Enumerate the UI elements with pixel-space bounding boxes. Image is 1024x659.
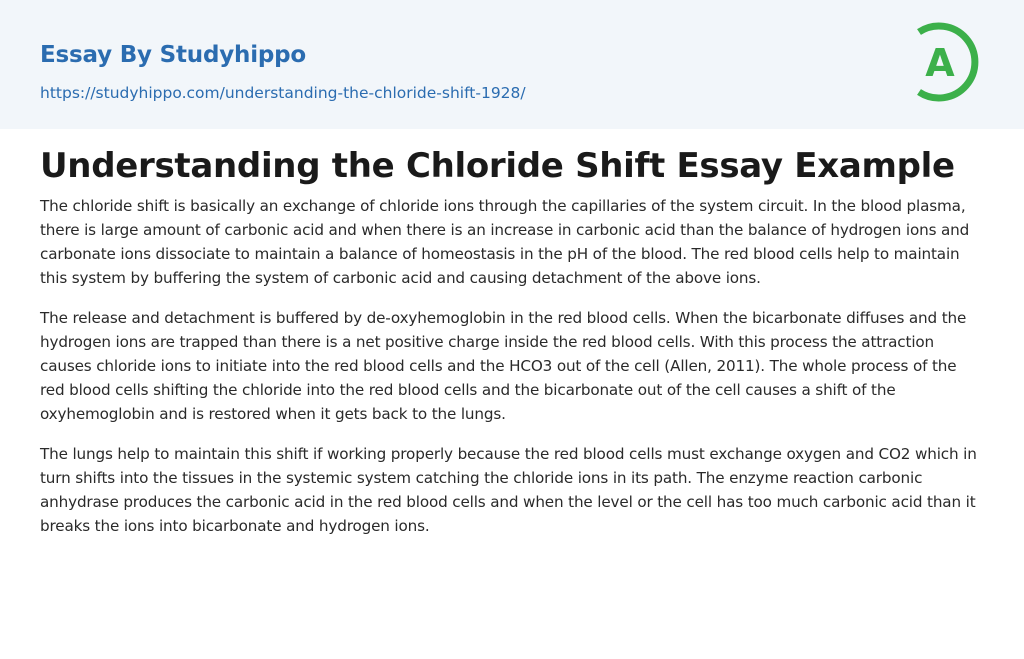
- site-brand[interactable]: Essay By Studyhippo: [40, 42, 307, 68]
- essay-paragraph-1: The chloride shift is basically an exchange of chloride ions through the capillaries of the system circuit. In the blood plasma, there is large amount of carbonic acid and when there is an increase in carbonic acid than the balance of hydrogen ions and carbonate ions dissociate to maintain a balance of homeostasis in the pH of the blood. The red blood cells help to maintain this system by buffering the system of carbonic acid and causing detachment of the above ions.: [40, 197, 970, 287]
- essay-paragraph-2: The release and detachment is buffered by de-oxyhemoglobin in the red blood cells. When the bicarbonate diffuses and the hydrogen ions are trapped than there is a net positive charge inside the red blood cells. With this process the attraction causes chloride ions to initiate into the red blood cells and the HCO3 out of the cell (Allen, 2011). The whole process of the red blood cells shifting the chloride into the red blood cells and the bicarbonate out of the cell causes a shift of the oxyhemoglobin and is restored when it gets back to the lungs.: [40, 309, 967, 423]
- essay-body: [40, 194, 984, 554]
- essay-title: Understanding the Chloride Shift Essay Example: [40, 146, 955, 186]
- logo-a-ring-icon[interactable]: [909, 18, 987, 106]
- essay-url-link[interactable]: https://studyhippo.com/understanding-the-chloride-shift-1928/: [40, 84, 526, 102]
- logo-letter: A: [925, 41, 955, 85]
- site-header: [0, 0, 1024, 129]
- essay-paragraph-3: The lungs help to maintain this shift if working properly because the red blood cells must exchange oxygen and CO2 which in turn shifts into the tissues in the systemic system catching the chloride ions in its path. The enzyme reaction carbonic anhydrase produces the carbonic acid in the red blood cells and when the level or the cell has too much carbonic acid than it breaks the ions into bicarbonate and hydrogen ions.: [40, 445, 977, 535]
